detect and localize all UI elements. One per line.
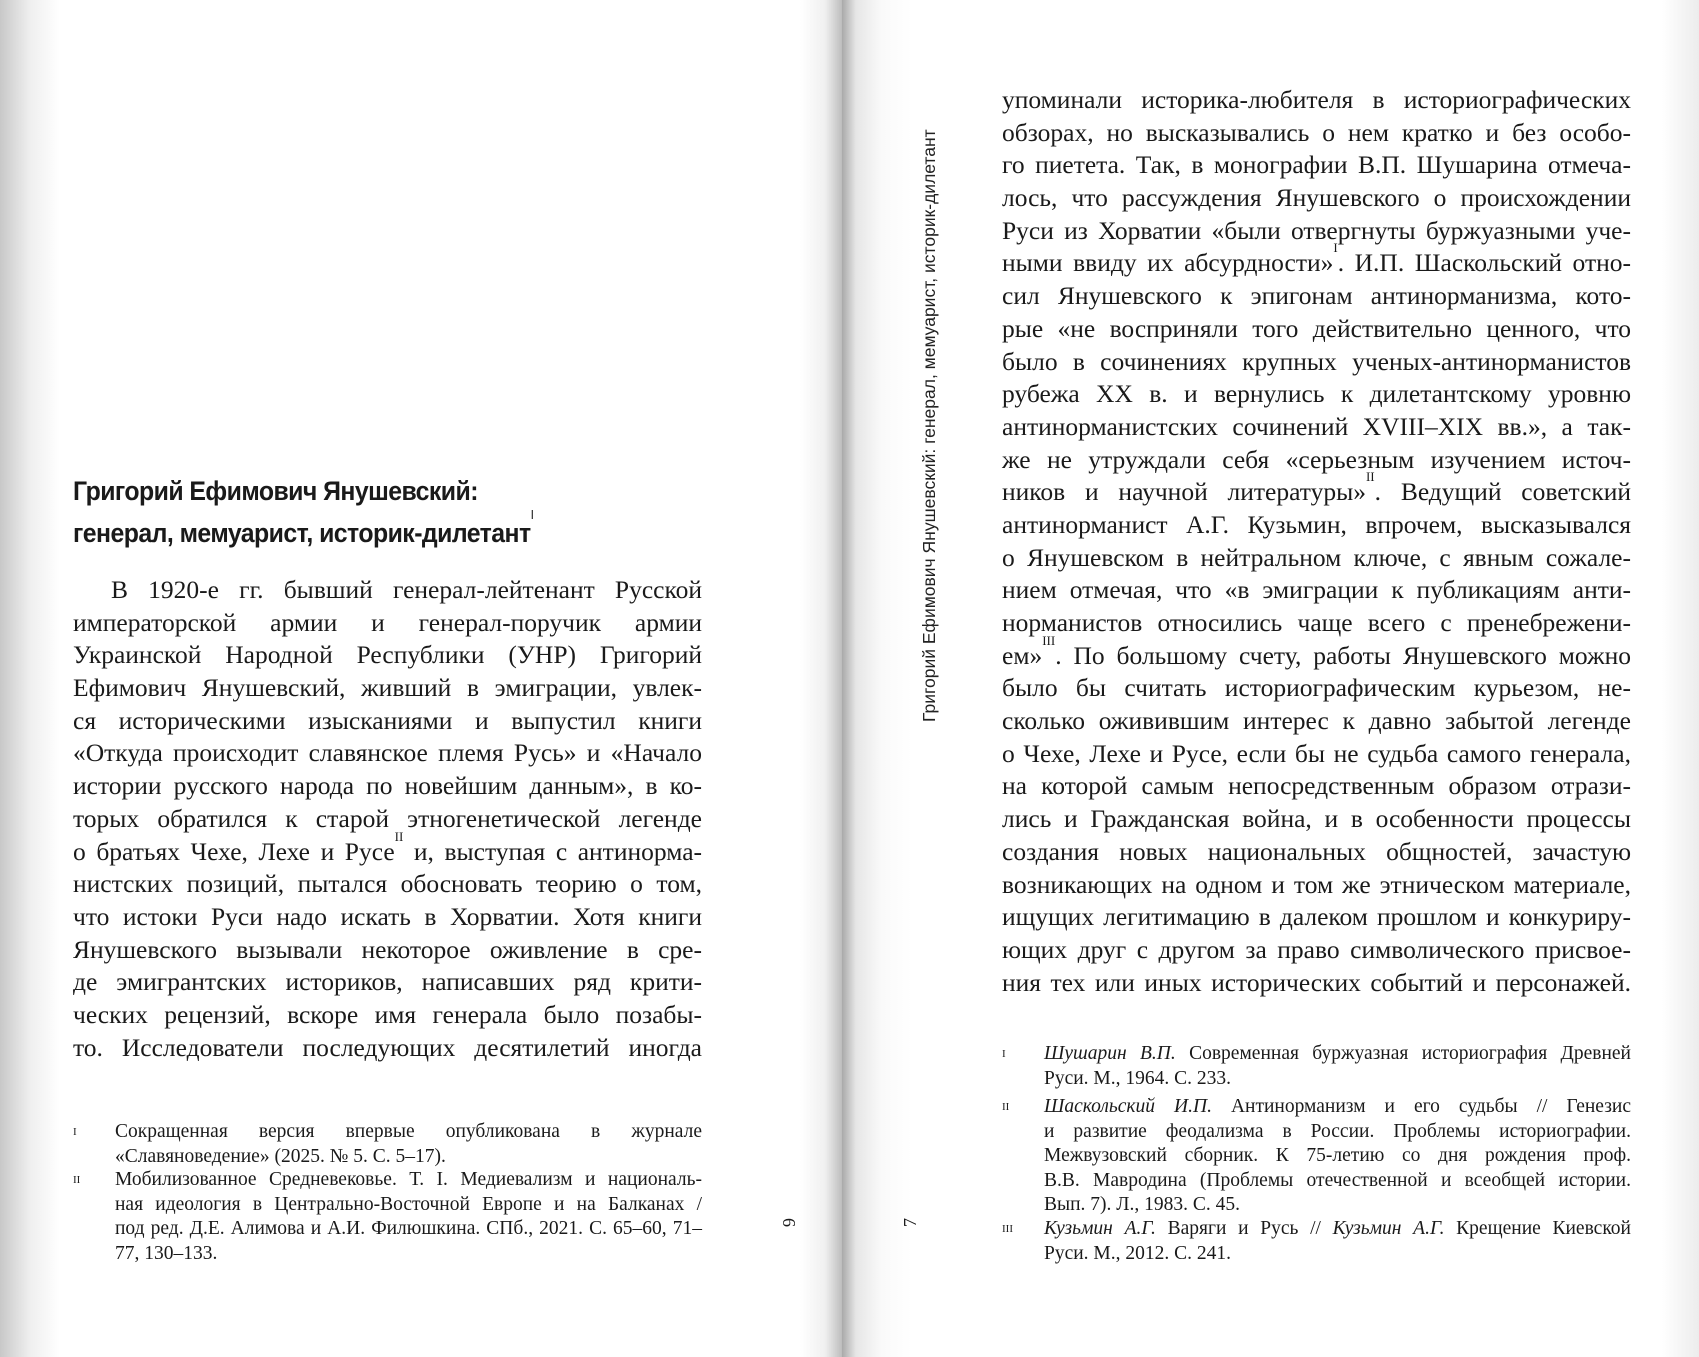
text-segment: Янушевского вызывали некоторое оживление в сре- <box>73 934 702 964</box>
text-line <box>73 574 702 607</box>
text-segment: истории русского народа по новейшим данным», в ко- <box>73 771 702 801</box>
text-segment: «Славяноведение» (2025. № 5. С. 5–17). <box>115 1145 446 1167</box>
text-segment: то. Исследователи последующих десятилетий иногда <box>73 1032 702 1062</box>
text-segment: ся историческими изысканиями и выпустил книги <box>73 705 702 735</box>
text-line <box>73 639 702 672</box>
text-line <box>73 828 702 869</box>
text-line <box>73 999 702 1032</box>
text-line <box>1002 378 1631 411</box>
text-line <box>1002 869 1631 902</box>
footnote-line <box>1044 1217 1631 1242</box>
text-line <box>73 770 702 803</box>
footnote-line <box>1044 1042 1631 1067</box>
text-line <box>73 672 702 705</box>
text-segment: ния тех или иных исторических событий и персонажей. <box>1002 967 1631 997</box>
text-segment: о Янушевском в нейтральном ключе, с явным сожале- <box>1002 542 1631 572</box>
text-segment: рубежа XX в. и вернулись к дилетантскому уровню <box>1002 379 1631 409</box>
author-name: Кузьмин А.Г. <box>1044 1218 1156 1239</box>
footnote-line <box>1044 1242 1631 1267</box>
text-segment: Мобилизованное Средневековье. Т. I. Медиевализм и националь- <box>115 1169 702 1190</box>
page-number-left: 6 <box>779 1218 799 1227</box>
text-segment: под ред. Д.Е. Алимова и А.И. Филюшкина. СПб., 2021. С. 65–60, 71– <box>115 1218 702 1239</box>
footnote-ref: III <box>1042 632 1056 648</box>
text-line <box>1002 182 1631 215</box>
text-segment: . И.П. Шаскольский отно- <box>1337 248 1631 278</box>
text-segment: сколько оживившим интерес к давно забытой легенде <box>1002 706 1631 736</box>
footnote-line <box>1044 1067 1631 1092</box>
text-segment: же не утруждали себя «серьезным изучением источ- <box>1002 444 1631 474</box>
footnote <box>73 1168 702 1266</box>
text-line <box>1002 672 1631 705</box>
text-line <box>73 607 702 640</box>
text-line <box>1002 117 1631 150</box>
text-segment: ющих друг с другом за право символического присвое- <box>1002 934 1631 964</box>
text-segment: нистских позиций, пытался обосновать теорию о том, <box>73 869 702 899</box>
author-name: Кузьмин А.Г. <box>1332 1218 1445 1239</box>
footnote-mark: II <box>73 1174 81 1186</box>
footnote-mark: III <box>1002 1223 1013 1235</box>
left-page <box>0 0 842 1357</box>
text-segment: создания новых национальных общностей, зачастую <box>1002 836 1631 866</box>
text-segment: 77, 130–133. <box>115 1242 218 1264</box>
footnote-ref: II <box>1365 469 1375 485</box>
footnote <box>73 1120 702 1169</box>
text-segment: обзорах, но высказывались о нем кратко и без особо- <box>1002 117 1631 147</box>
text-segment: . По большому счету, работы Янушевского можно <box>1055 640 1631 670</box>
text-segment: возникающих на одном и том же этническом материале, <box>1002 869 1631 899</box>
text-line <box>1002 240 1631 280</box>
text-segment: лось, что рассуждения Янушевского о происхождении <box>1002 183 1631 213</box>
text-line <box>1002 803 1631 836</box>
text-segment: ников и научной литературы» <box>1002 477 1366 507</box>
text-line <box>73 901 702 934</box>
footnote-line <box>1044 1144 1631 1169</box>
text-line <box>1002 607 1631 640</box>
text-segment: ем» <box>1002 640 1043 670</box>
footnote-ref: I <box>1333 240 1338 256</box>
text-line <box>1002 411 1631 444</box>
text-segment: императорской армии и генерал-поручик армии <box>73 607 702 637</box>
text-segment: Крещение Киевской <box>1444 1218 1631 1239</box>
footnote-line <box>1044 1193 1631 1218</box>
text-segment: Межвузовский сборник. К 75-летию со дня рождения проф. <box>1044 1145 1631 1166</box>
text-segment: Руси. М., 1964. С. 233. <box>1044 1067 1232 1089</box>
footnote-mark: II <box>1002 1101 1010 1113</box>
text-segment: Современная буржуазная историография Древней <box>1175 1043 1631 1064</box>
text-segment: и, выступая с антинорма- <box>403 836 702 866</box>
footnote-line <box>115 1242 702 1267</box>
text-segment: В.В. Мавродина (Проблемы отечественной и всеобщей истории. <box>1044 1169 1631 1191</box>
running-head: Григорий Ефимович Янушевский: генерал, мемуарист, историк-дилетант <box>919 129 939 722</box>
author-name: Шаскольский И.П. <box>1044 1096 1212 1117</box>
text-segment: В 1920-е гг. бывший генерал-лейтенант Русской <box>111 575 702 604</box>
text-segment: о братьях Чехе, Лехе и Русе <box>73 836 395 866</box>
text-segment: было бы считать историографическим курьезом, не- <box>1002 673 1631 703</box>
text-segment: Украинской Народной Республики (УНР) Григорий <box>73 640 702 670</box>
footnote-mark: I <box>1002 1048 1006 1060</box>
text-segment: «Откуда происходит славянское племя Русь» и «Начало <box>73 738 702 768</box>
text-segment: Сокращенная версия впервые опубликована в журнале <box>115 1121 702 1142</box>
text-line <box>73 934 702 967</box>
text-segment: . Ведущий советский <box>1374 477 1632 507</box>
text-segment: рые «не восприняли того действительно ценного, что <box>1002 313 1631 343</box>
text-segment: го пиетета. Так, в монографии В.П. Шушарина отмеча- <box>1002 150 1631 180</box>
text-segment: Антинорманизм и его судьбы // Генезис <box>1211 1096 1631 1117</box>
text-line <box>1002 215 1631 248</box>
right-page <box>842 0 1699 1357</box>
text-line <box>1002 770 1631 803</box>
text-segment: ная идеология в Центрально-Восточной Европе и на Балканах / <box>115 1193 702 1215</box>
text-segment: Варяги и Русь // <box>1155 1218 1333 1239</box>
footnote <box>1002 1042 1631 1091</box>
footnote <box>1002 1217 1631 1266</box>
text-line <box>1002 346 1631 379</box>
chapter-heading-line-1: Григорий Ефимович Янушевский: <box>73 476 478 506</box>
text-line <box>73 1032 702 1065</box>
footnote-ref: II <box>394 828 404 844</box>
footnote-ref: I <box>530 507 534 522</box>
text-segment: о Чехе, Лехе и Русе, если бы не судьба самого генерала, <box>1002 738 1631 768</box>
footnote-line <box>115 1145 702 1170</box>
text-segment: антинорманистских сочинений XVIII–XIX вв.», а так- <box>1002 411 1631 441</box>
footnote-line <box>115 1168 702 1193</box>
text-segment: что истоки Руси надо искать в Хорватии. Хотя книги <box>73 901 702 931</box>
text-line <box>73 803 702 836</box>
text-line <box>1002 836 1631 869</box>
text-segment: было в сочинениях крупных ученых-антинорманистов <box>1002 346 1631 376</box>
footnote-line <box>115 1120 702 1145</box>
text-line <box>1002 313 1631 346</box>
footnote-line <box>1044 1120 1631 1145</box>
text-segment: ищущих легитимацию в далеком прошлом и конкуриру- <box>1002 902 1631 932</box>
right-body-text <box>1002 84 1631 999</box>
chapter-heading-line-2: генерал, мемуарист, историк-дилетант <box>73 518 531 548</box>
author-name: Шушарин В.П. <box>1044 1043 1176 1064</box>
text-segment: и развитие феодализма в России. Проблемы историографии. <box>1044 1120 1631 1142</box>
footnote-line <box>115 1217 702 1242</box>
text-line <box>1002 509 1631 542</box>
text-segment: Ефимович Янушевский, живший в эмиграции, увлек- <box>73 673 702 703</box>
text-line <box>1002 738 1631 771</box>
text-segment: сил Янушевского к эпигонам антинорманизма, кото- <box>1002 281 1631 311</box>
text-line <box>1002 469 1632 509</box>
text-segment: лись и Гражданская война, и в особенности процессы <box>1002 804 1631 834</box>
footnote-line <box>1044 1169 1631 1194</box>
text-segment: Руси из Хорватии «были отвергнуты буржуазными уче- <box>1002 215 1631 245</box>
text-segment: Руси. М., 2012. С. 241. <box>1044 1242 1232 1264</box>
text-line <box>1002 149 1631 182</box>
chapter-heading <box>73 470 533 554</box>
text-segment: на которой самым непосредственным образом отрази- <box>1002 771 1631 801</box>
text-line <box>73 705 702 738</box>
text-line <box>1002 280 1631 313</box>
text-segment: антинорманист А.Г. Кузьмин, впрочем, высказывался <box>1002 509 1631 539</box>
text-line <box>1002 444 1631 477</box>
footnote-line <box>1044 1095 1631 1120</box>
text-line <box>1002 705 1631 738</box>
page-number-right: 7 <box>900 1218 920 1227</box>
text-segment: норманистов относились чаще всего с пренебрежени- <box>1002 608 1631 637</box>
text-line <box>73 966 702 999</box>
footnote-line <box>115 1193 702 1218</box>
text-line <box>1002 934 1631 967</box>
text-line <box>1002 967 1631 1000</box>
text-line <box>1002 574 1631 607</box>
text-segment: Вып. 7). Л., 1983. С. 45. <box>1044 1194 1241 1215</box>
footnote-mark: I <box>73 1126 77 1138</box>
text-line <box>73 737 702 770</box>
footnote <box>1002 1095 1631 1218</box>
text-segment: упоминали историка-любителя в историографических <box>1002 85 1631 114</box>
text-segment: де эмигрантских историков, написавших ряд крити- <box>73 967 702 997</box>
text-line <box>1002 901 1631 934</box>
text-line <box>73 868 702 901</box>
text-segment: ческих рецензий, вскоре имя генерала было позабы- <box>73 999 702 1029</box>
left-body-text <box>73 574 702 1064</box>
text-line <box>1002 542 1631 575</box>
text-segment: торых обратился к старой этногенетической легенде <box>73 803 702 833</box>
text-line <box>1002 84 1631 117</box>
text-segment: ными ввиду их абсурдности» <box>1002 248 1334 278</box>
text-segment: нием отмечая, что «в эмиграции к публикациям анти- <box>1002 575 1631 605</box>
text-line <box>1002 632 1631 673</box>
